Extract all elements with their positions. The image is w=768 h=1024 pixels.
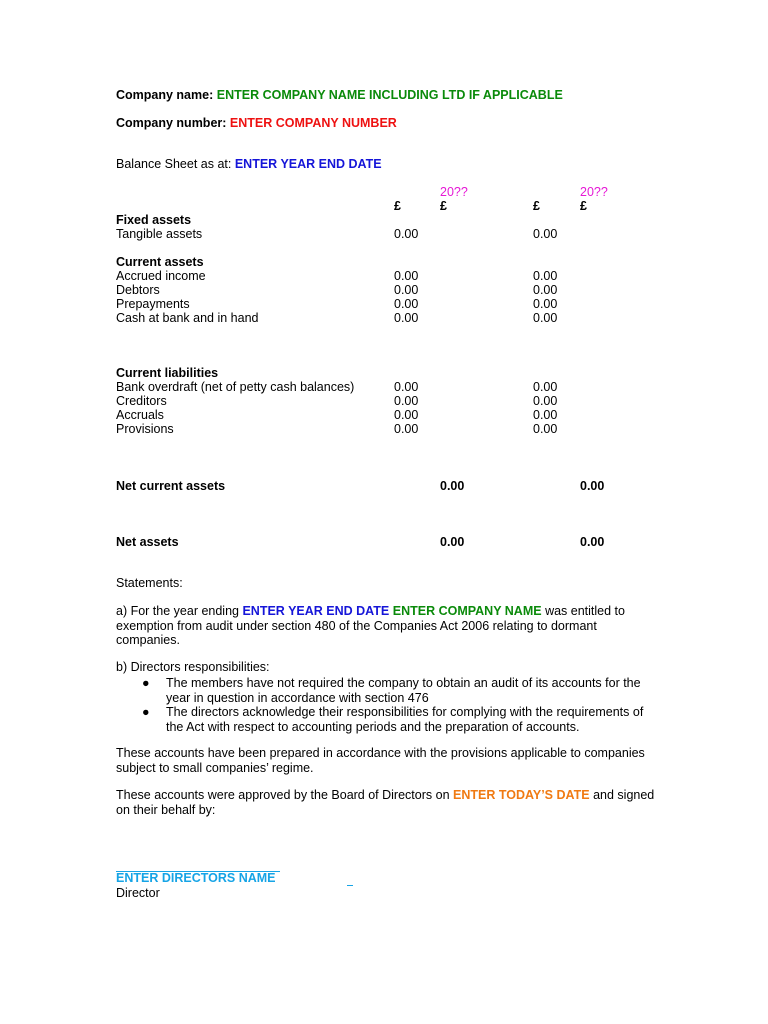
row-value: 0.00 [394, 394, 419, 408]
net-current-assets-label: Net current assets [116, 479, 226, 493]
row-label: Cash at bank and in hand [116, 311, 259, 325]
row-label: Prepayments [116, 297, 190, 311]
approval-statement [116, 788, 656, 817]
row-value: 0.00 [394, 283, 419, 297]
net-current-assets-value-1: 0.00 [440, 479, 465, 493]
row-label: Accruals [116, 408, 164, 422]
prepared-statement: These accounts have been prepared in accordance with the provisions applicable to companies subject to small companies’ regime. [116, 746, 645, 775]
row-value: 0.00 [533, 269, 558, 283]
company-name-line [116, 88, 563, 102]
row-value: 0.00 [394, 227, 419, 241]
statement-a-suffix: was entitled to exemption from audit under section 480 of the Companies Act 2006 relating to dormant companies. [116, 604, 625, 647]
row-value: 0.00 [394, 297, 419, 311]
net-assets-label: Net assets [116, 535, 179, 549]
currency-col-2: £ [440, 199, 447, 213]
statement-a-year-end-placeholder: ENTER YEAR END DATE [242, 604, 390, 618]
row-value: 0.00 [394, 408, 419, 422]
row-value: 0.00 [533, 283, 558, 297]
current-assets-heading: Current assets [116, 255, 204, 269]
row-value: 0.00 [533, 297, 558, 311]
bullet-icon: ● [142, 705, 150, 719]
row-value: 0.00 [533, 311, 558, 325]
company-name-placeholder: ENTER COMPANY NAME INCLUDING LTD IF APPLICABLE [216, 88, 563, 102]
year-column-2: 20?? [580, 185, 608, 199]
approval-date-placeholder: ENTER TODAY’S DATE [453, 788, 590, 802]
balance-sheet-title [116, 157, 382, 171]
current-liabilities-heading: Current liabilities [116, 366, 219, 380]
bullet-item: The members have not required the company to obtain an audit of its accounts for the year in question in accordance with section 476 [166, 676, 641, 705]
balance-sheet-date-placeholder: ENTER YEAR END DATE [234, 157, 382, 171]
approval-prefix: These accounts were approved by the Board of Directors on [116, 788, 453, 802]
row-value: 0.00 [533, 422, 558, 436]
year-column-1: 20?? [440, 185, 468, 199]
statement-a-prefix: a) For the year ending [116, 604, 243, 618]
row-label: Provisions [116, 422, 174, 436]
row-value: 0.00 [394, 380, 419, 394]
statement-b-heading: b) Directors responsibilities: [116, 660, 270, 674]
company-number-line [116, 116, 397, 130]
row-label: Tangible assets [116, 227, 203, 241]
company-number-placeholder: ENTER COMPANY NUMBER [229, 116, 397, 130]
net-current-assets-value-2: 0.00 [580, 479, 605, 493]
row-label: Bank overdraft (net of petty cash balances) [116, 380, 355, 394]
currency-col-1: £ [394, 199, 401, 213]
row-value: 0.00 [533, 380, 558, 394]
row-label: Accrued income [116, 269, 206, 283]
row-value: 0.00 [533, 394, 558, 408]
director-name-placeholder: ENTER DIRECTORS NAME [116, 871, 276, 885]
company-name-label: Company name: [116, 88, 214, 102]
row-label: Debtors [116, 283, 160, 297]
balance-sheet-label: Balance Sheet as at: [116, 157, 232, 171]
row-value: 0.00 [394, 311, 419, 325]
fixed-assets-heading: Fixed assets [116, 213, 192, 227]
company-number-label: Company number: [116, 116, 227, 130]
statement-a [116, 604, 656, 648]
row-value: 0.00 [533, 408, 558, 422]
bullet-icon: ● [142, 676, 150, 690]
currency-col-3: £ [533, 199, 540, 213]
row-value: 0.00 [394, 269, 419, 283]
row-value: 0.00 [533, 227, 558, 241]
row-value: 0.00 [394, 422, 419, 436]
net-assets-value-2: 0.00 [580, 535, 605, 549]
director-title: Director [116, 886, 160, 900]
bullet-item: The directors acknowledge their responsibilities for complying with the requirements of the Act with respect to accounting periods and the preparation of accounts. [166, 705, 644, 734]
signature-line-mark [347, 885, 353, 886]
row-label: Creditors [116, 394, 167, 408]
approval-suffix: and signed on their behalf by: [116, 788, 655, 817]
net-assets-value-1: 0.00 [440, 535, 465, 549]
statement-a-company-placeholder: ENTER COMPANY NAME [392, 604, 542, 618]
statements-heading: Statements: [116, 576, 183, 590]
currency-col-4: £ [580, 199, 587, 213]
